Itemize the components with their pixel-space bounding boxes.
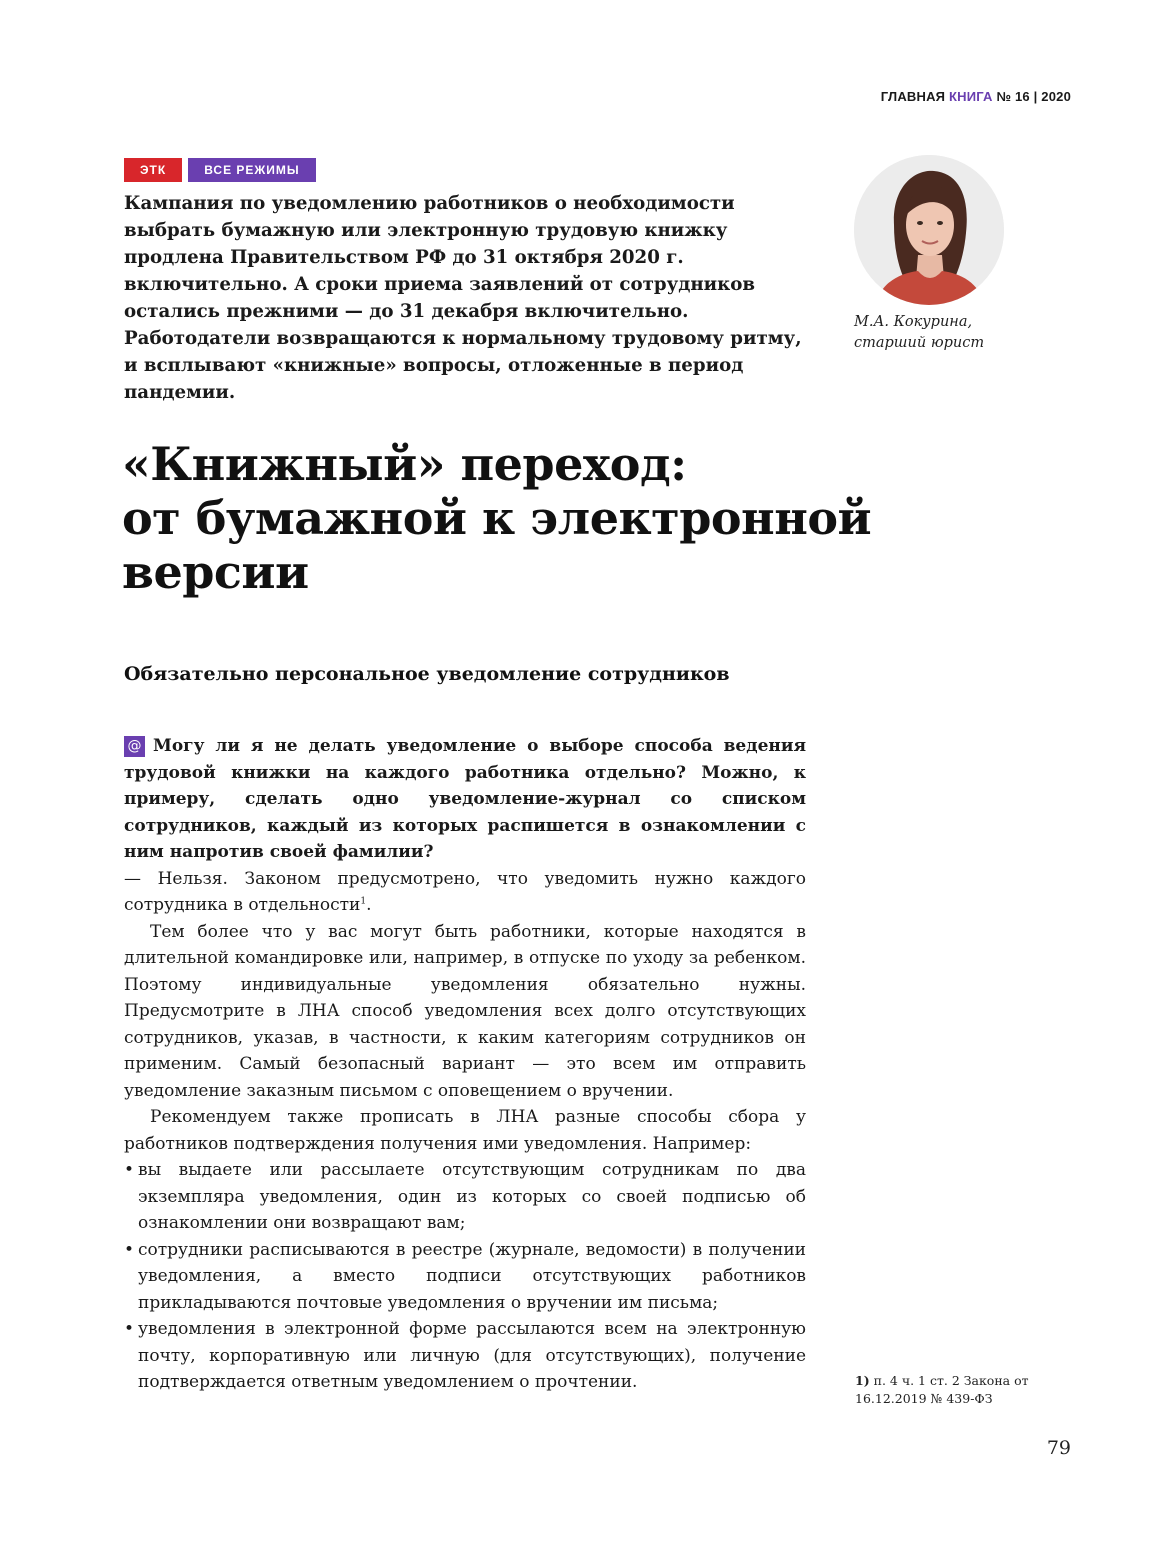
author-name: М.А. Кокурина, [854,314,973,330]
title-line-2: от бумажной к электронной [122,491,872,545]
masthead-brand-1: ГЛАВНАЯ [880,89,946,104]
article-title [122,437,1022,599]
author-portrait-illustration [854,155,1004,305]
tag-etk: ЭТК [124,158,182,182]
article-body [124,733,806,1396]
lead-paragraph: Кампания по уведомлению работников о необходимости выбрать бумажную или электронную трудовую книжку продлена Правительством РФ до 31 октября 2020 г. включительно. А сроки приема заявлений от сотрудников остались прежними — до 31 декабря включительно. Работодатели возвращаются к нормальному трудовому ритму, и всплывают «книжные» вопросы, отложенные в период пандемии. [124,193,802,403]
list-item: • сотрудники расписываются в реестре (журнале, ведомости) в получении уведомления, а вместо подписи отсутствующих работников прикладываются почтовые уведомления о вручении им письма; [124,1237,806,1317]
answer-paragraph [124,866,806,919]
author-role: старший юрист [854,335,985,351]
footnote-text: п. 4 ч. 1 ст. 2 Закона от 16.12.2019 № 439-ФЗ [855,1373,1029,1406]
footnote [855,1372,1055,1408]
reader-question [124,733,806,866]
list-item: • уведомления в электронной форме рассылаются всем на электронную почту, корпоративную или личную (для отсутствующих), получение подтверждается ответным уведомлением о прочтении. [124,1316,806,1396]
answer-text: — Нельзя. Законом предусмотрено, что уведомить нужно каждого сотрудника в отдельности [124,868,806,915]
list-item: • вы выдаете или рассылаете отсутствующим сотрудникам по два экземпляра уведомления, один из которых со своей подписью об ознакомлении они возвращают вам; [124,1157,806,1237]
question-text: Могу ли я не делать уведомление о выборе способа ведения трудовой книжки на каждого работника отдельно? Можно, к примеру, сделать одно уведомление-журнал со списком сотрудников, каждый из которых распишется в ознакомлении с ним напротив своей фамилии? [124,736,806,862]
title-line-1: «Книжный» переход: [122,437,687,491]
masthead-issue: № 16 | 2020 [996,89,1071,104]
body-paragraph-2: Рекомендуем также прописать в ЛНА разные способы сбора у работников подтверждения получения ими уведомления. Например: [124,1107,806,1154]
masthead [881,89,1071,104]
answer-end: . [366,895,372,915]
body-paragraph-1: Тем более что у вас могут быть работники, которые находятся в длительной командировке или, например, в отпуске по уходу за ребенком. Поэтому индивидуальные уведомления обязательно нужны. Предусмотрите в ЛНА способ уведомления всех долго отсутствующих сотрудников, указав, в частности, к каким категориям сотрудников он применим. Самый безопасный вариант — это всем им отправить уведомление заказным письмом с оповещением о вручении. [124,921,806,1101]
footnote-ref: 1 [360,896,367,907]
rubric-tags [124,158,316,182]
section-heading: Обязательно персональное уведомление сотрудников [124,663,730,685]
at-icon: @ [124,736,145,757]
methods-list [124,1157,806,1396]
title-line-3: версии [122,545,309,599]
page-number: 79 [1046,1437,1071,1459]
tag-all-regimes: ВСЕ РЕЖИМЫ [188,158,315,182]
footnote-number: 1) [855,1373,870,1388]
masthead-brand-2: КНИГА [949,89,993,104]
author-caption [854,312,984,354]
author-photo [854,155,1004,305]
